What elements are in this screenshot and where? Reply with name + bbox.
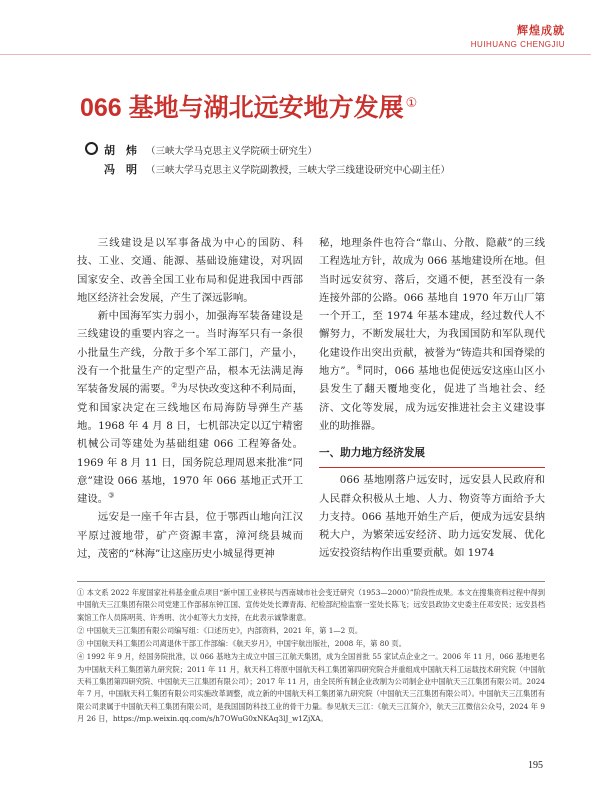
footnote: ② 中国航天三江集团有限公司编写组：《口述历史》，内部资料，2021 年，第 1—2 页。	[77, 625, 363, 635]
paragraph: 066 基地刚落户远安时，远安县人民政府和人民群众积极从土地、人力、物资等方面给予大力支持。066 基地开始生产后，便成为远安县纳税大户，为繁荣远安经济、助力远安发展、优化远安投资结构作出重要贡献。如 1974	[319, 474, 545, 560]
paragraph: 远安是一座千年古县，位于鄂西山地向江汉平原过渡地带，矿产资源丰富，漳河绕县城而过，茂密的“林海”让这座历史小城显得更神	[77, 511, 303, 561]
footnote: ① 本文系 2022 年度国家社科基金重点项目“新中国工业移民与西南城市社会变迁研究（1953—2000）”阶段性成果。本文在搜集资料过程中得到中国航天三江集团有限公司党建工作部郝东钟江国、宣传处处长谭青海、纪检部纪检监察一室处长陈飞；远安县政协文史委主任邓安民；远安县档案馆工作人员陈明英、许秀明、沈小虹等大力支持，在此表示诚挚谢意。	[77, 588, 545, 622]
header-divider	[0, 54, 591, 55]
author-affiliation: （三峡大学马克思主义学院副教授，三峡大学三线建设研究中心副主任）	[146, 165, 451, 176]
author-name: 冯 明	[104, 163, 137, 176]
footnote-ref[interactable]: ③	[108, 491, 115, 500]
body-column-left	[77, 234, 303, 563]
author-line	[85, 160, 450, 179]
paragraph: 秘，地理条件也符合“靠山、分散、隐蔽”的三线工程选址方针，故成为 066 基地建设所在地。但当时远安贫穷、落后，交通不便，甚至没有一条连接外部的公路。066 基地自 1970 年万山厂第一个开工，至 1974 年基本建成，经过数代人不懈努力，不断发展壮大，为我国国防和军队现代化建设作出突出贡献，被誉为“铸造共和国脊梁的地方”。④同时，066 基地也促使远安这座山区小县发生了翻天覆地变化，促进了当地社会、经济、文化等发展，成为远安推进社会主义建设事业的助推器。	[319, 237, 546, 432]
page-number: 195	[528, 760, 543, 771]
author-name: 胡 炜	[104, 144, 137, 157]
section-heading-rule	[319, 467, 545, 468]
footnote-ref[interactable]: ④	[356, 363, 363, 372]
article-title-text: 066 基地与湖北远安地方发展	[80, 94, 404, 122]
section-heading-text: 一、助力地方经济发展	[319, 447, 425, 460]
author-line	[85, 141, 450, 160]
author-block	[85, 141, 450, 179]
title-footnote-marker[interactable]: ①	[405, 94, 418, 110]
footnotes	[77, 587, 545, 726]
bullet-circle-icon	[85, 142, 98, 155]
section-title-cn: 辉煌成就	[517, 24, 565, 37]
paragraph: 新中国海军实力弱小，加强海军装备建设是三线建设的重要内容之一。当时海军只有一条很小批量生产线，分散于多个军工部门，产量小，没有一个批量生产的定型产品，根本无法满足海军装备发展的需要。②为尽快改变这种不利局面，党和国家决定在三线地区布局海防导弹生产基地。1968 年 4 月 8 日，七机部决定以辽宁精密机械公司等建处为基础组建 066 工程筹备处。1969 年 8 月 11 日，国务院总理周恩来批准“同意”建设 066 基地，1970 年 066 基地正式开工建设。③	[77, 310, 304, 506]
section-title-en: HUIHUANG CHENGJIU	[470, 40, 565, 49]
footnote-ref[interactable]: ②	[171, 381, 178, 390]
footnote-divider	[77, 581, 545, 582]
footnote: ③ 中国航天科工集团公司离退休干部工作部编：《航天岁月》，中国宇航出版社，2008 年，第 80 页。	[77, 639, 407, 649]
author-affiliation: （三峡大学马克思主义学院硕士研究生）	[146, 146, 318, 157]
section-header	[471, 22, 565, 49]
article-title	[80, 88, 417, 124]
paragraph: 三线建设是以军事备战为中心的国防、科技、工业、交通、能源、基础设施建设，对巩固国家安全、改善全国工业布局和促进我国中西部地区经济社会发展，产生了深远影响。	[77, 237, 303, 304]
body-column-right	[319, 234, 545, 563]
section-heading	[319, 445, 545, 461]
footnote: ④ 1992 年 9 月，经国务院批准，以 066 基地为主成立中国三江航天集团，成为全国首批 55 家试点企业之一。2006 年 11 月，066 基地更名为中国航天科工集团第九研究院；2011 年 11 月，航天科工将原中国航天科工集团第四研究院合并重组成中国航天科工运载技术研究院（中国航天科工集团第四研究院、中国航天三江集团有限公司）；2017 年 11 月，由全民所有制企业改制为公司制企业中国航天三江集团有限公司。2024 年 7 月，中国航天科工集团有限公司实施改革调整，成立新的中国航天科工集团第九研究院（中国航天三江集团有限公司）。中国航天三江集团有限公司隶属于中国航天科工集团有限公司，是我国国防科技工业的骨干力量。参见航天三江：《航天三江简介》，航天三江微信公众号，2024 年 9 月 26 日，https://mp.weixin.qq.com/s/h7OWuG0xNKAq3lJ_w1ZjXA。	[77, 652, 545, 723]
